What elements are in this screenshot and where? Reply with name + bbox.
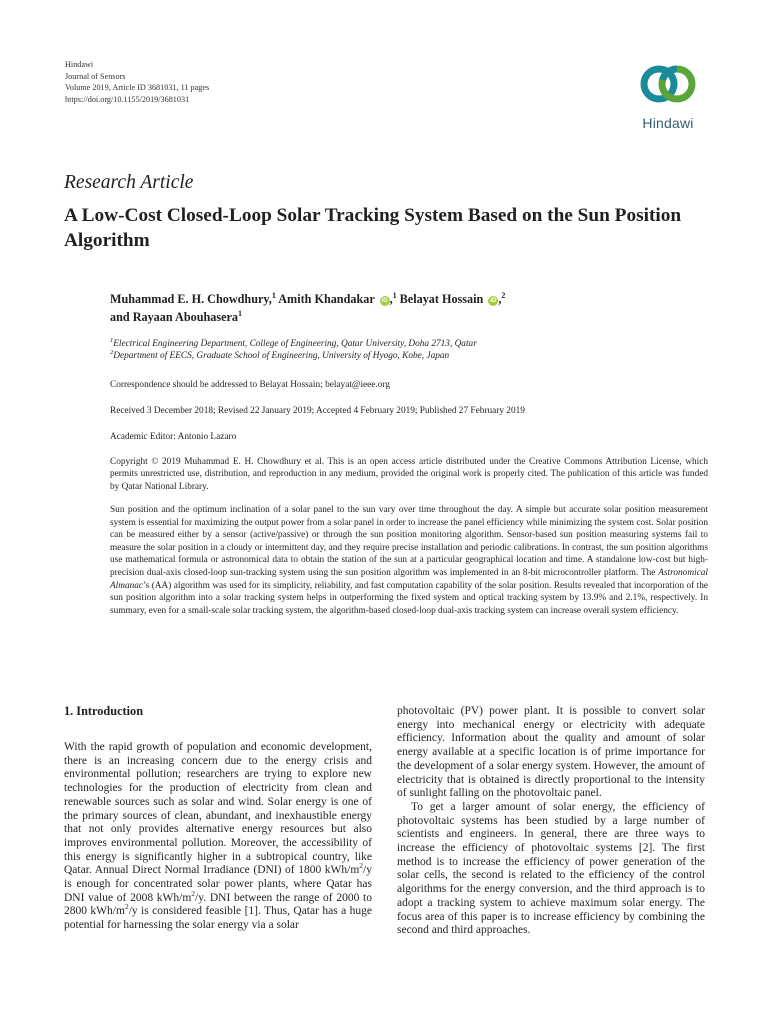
affiliation-number: 2	[110, 349, 114, 357]
author-list: Muhammad E. H. Chowdhury,$^1$ Amith Khandakar iD ,$^1$ Belayat Hossain iD ,$^2$ and Rayaan Abouhasera$^1$	[110, 290, 506, 324]
affiliation-text: Electrical Engineering Department, College of Engineering, Qatar University, Doha 2713, Qatar	[113, 339, 477, 349]
author-affiliation-mark: 1	[392, 290, 397, 300]
hindawi-logo-text: Hindawi	[642, 115, 694, 131]
abstract-text: Sun position and the optimum inclination of a solar panel to the sun vary over time throughout the day. A simple but accurate solar position measurement system is essential for maximizing the output power from a solar panel in order to increase the panel efficiency while minimizing the system cost. Solar position can be measured either by a sensor (active/passive) or through the sun position monitoring algorithm. Sensor-based sun position measuring systems fail to measure the solar position in a cloudy or intermittent day, and they require precise installation and periodic calibrations. In contrast, the sun position algorithms use mathematical formula or astronomical data to obtain the station of the sun at a particular geographical location and time. A standalone low-cost but high-precision dual-axis closed-loop sun-tracking system using the sun position algorithm was implemented in an 8-bit microcontroller platform. The	[110, 505, 708, 578]
volume-info: Volume 2019, Article ID 3681031, 11 pages	[65, 83, 210, 93]
affiliations	[110, 338, 670, 363]
paragraph: With the rapid growth of population and economic development, there is an increasing concern due to the energy crisis and environmental pollution; researchers are trying to explore new technologies for the production of electricity from clean and renewable sources such as solar and wind. Solar energy is one of the primary sources of clean, abundant, and inexhaustible energy that not only provides alternative energy resources but also improves environmental pollution. Moreover, the accessibility of this energy is significantly higher in a subtropical country, like Qatar. Annual Direct Normal Irradiance (DNI) of 1800 kWh/$m^2/y$ is enough for concentrated solar power plants, where Qatar has DNI value of 2008 kWh/$m^2/y$. DNI between the range of 2000 to 2800 kWh/$m^2/y$ is considered feasible [1]. Thus, Qatar has a huge potential for harnessing the solar energy via a solar	[64, 741, 373, 932]
affiliation-item	[110, 338, 670, 350]
author-name[interactable]: Belayat Hossain	[399, 292, 484, 306]
journal-header	[65, 59, 209, 105]
body-column-right	[397, 705, 705, 938]
copyright-notice: Copyright © 2019 Muhammad E. H. Chowdhury et al. This is an open access article distributed under the Creative Commons Attribution License, which permits unrestricted use, distribution, and reproduction in any medium, provided the original work is properly cited. The publication of this article was funded by Qatar National Library.	[110, 457, 708, 492]
section-heading: 1. Introduction	[64, 704, 144, 718]
author-name[interactable]: Muhammad E. H. Chowdhury,	[110, 292, 272, 306]
article-title: A Low-Cost Closed-Loop Solar Tracking System Based on the Sun Position Algorithm	[64, 205, 682, 251]
affiliation-text: Department of EECS, Graduate School of Engineering, University of Hyogo, Kobe, Japan	[113, 351, 450, 362]
orcid-icon[interactable]: iD	[490, 298, 497, 304]
abstract	[110, 504, 708, 617]
author-name[interactable]: Amith Khandakar	[278, 292, 375, 306]
abstract-text: ’s (AA) algorithm was used for its simplicity, reliability, and fast computation capability of the solar position. Results revealed that incorporation of the sun position algorithm into a solar tracking system helps in outperforming the fixed system and optical tracking system by 13.9% and 2.1%, respectively. In summary, even for a small-scale solar tracking system, the algorithm-based closed-loop dual-axis tracking system can increase overall system efficiency.	[110, 580, 708, 616]
article-dates: Received 3 December 2018; Revised 22 January 2019; Accepted 4 February 2019; Published 27 February 2019	[110, 406, 525, 416]
paragraph: To get a larger amount of solar energy, the efficiency of photovoltaic systems has been studied by a large number of scientists and engineers. In general, there are three ways to increase the efficiency of photovoltaic systems [2]. The first method is to increase the efficiency of power generation of the solar cells, the second is related to the efficiency of the control algorithms for the energy conversion, and the third approach is to adopt a tracking system to achieve maximum solar energy. The focus area of this paper is to increase efficiency by combining the second and third approaches.	[397, 800, 705, 937]
author-affiliation-mark: 1	[238, 308, 243, 318]
doi-link[interactable]: https://doi.org/10.1155/2019/3681031	[65, 94, 190, 104]
affiliation-item	[110, 350, 670, 362]
body-column-left	[64, 741, 372, 933]
author-name[interactable]: and Rayaan Abouhasera	[110, 310, 239, 324]
abstract-italic-term: Astronomical Almanac	[110, 567, 708, 591]
publisher-name: Hindawi	[65, 60, 94, 69]
orcid-icon[interactable]: iD	[381, 298, 388, 304]
article-type: Research Article	[64, 172, 194, 193]
journal-name: Journal of Sensors	[65, 71, 126, 81]
author-affiliation-mark: 2	[501, 290, 506, 300]
affiliation-number: 1	[110, 336, 114, 344]
author-affiliation-mark: 1	[271, 290, 276, 300]
correspondence: Correspondence should be addressed to Belayat Hossain; belayat@ieee.org	[110, 380, 390, 390]
paragraph: photovoltaic (PV) power plant. It is possible to convert solar energy into mechanical energy or electricity with adequate efficiency. Information about the quality and amount of solar energy available at a specific location is of prime importance for the development of a solar energy system. However, the amount of electricity that is obtained is directly proportional to the intensity of sunlight falling on the photovoltaic panel.	[397, 705, 705, 800]
academic-editor: Academic Editor: Antonio Lazaro	[110, 432, 237, 442]
